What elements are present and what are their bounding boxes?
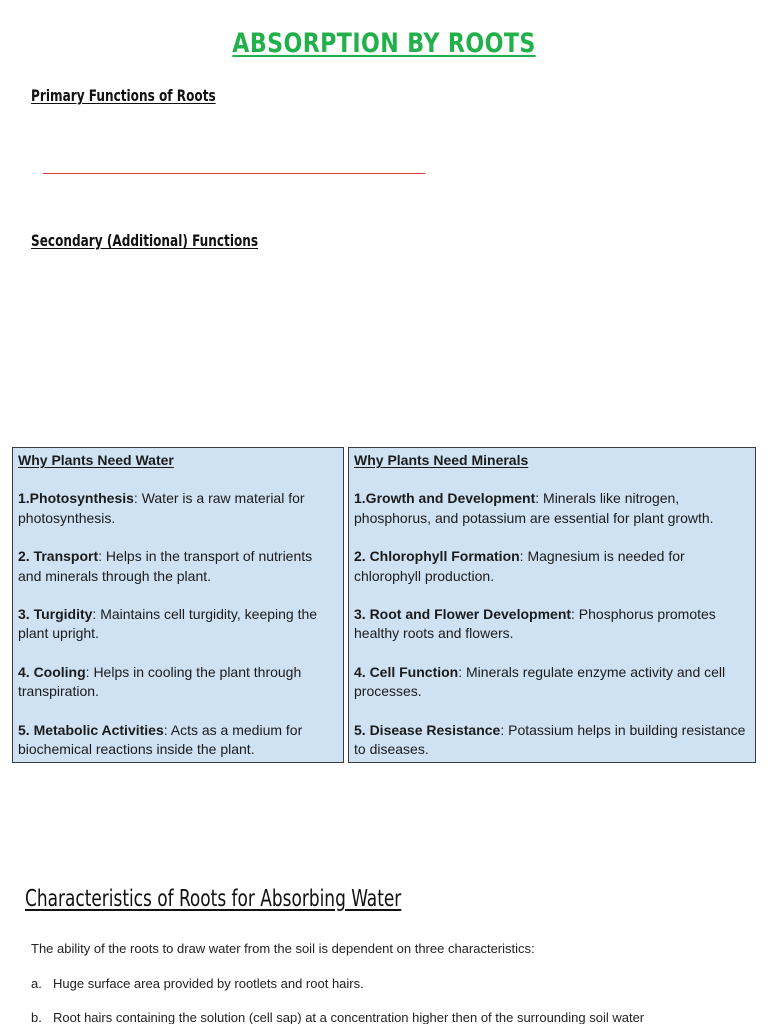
water-item (18, 547, 338, 586)
list-item (31, 976, 364, 991)
water-box-title: Why Plants Need Water (18, 452, 174, 468)
water-item-label: 4. Cooling (18, 663, 86, 680)
primary-functions-heading: Primary Functions of Roots (31, 86, 216, 105)
secondary-functions-heading: Secondary (Additional) Functions (31, 231, 259, 250)
water-needs-box (12, 447, 344, 763)
water-item (18, 489, 338, 528)
minerals-item (354, 489, 750, 528)
minerals-item-text: : Minerals regulate enzyme activity and cell processes. (354, 663, 726, 700)
minerals-item-text: : Potassium helps in building resistance to diseases. (354, 721, 746, 758)
list-item-text: Root hairs containing the solution (cell sap) at a concentration higher then of the surrounding soil water (53, 1010, 645, 1024)
list-marker: b. (31, 1010, 42, 1024)
minerals-item-label: 3. Root and Flower Development (354, 606, 572, 623)
water-item (18, 663, 338, 702)
minerals-item-label: 5. Disease Resistance (354, 721, 501, 738)
characteristics-intro: The ability of the roots to draw water from the soil is dependent on three characteristics: (31, 941, 535, 956)
water-item-label: 3. Turgidity (18, 606, 93, 623)
water-item-label: 5. Metabolic Activities (18, 721, 164, 738)
minerals-item (354, 605, 750, 644)
minerals-item-text: : Minerals like nitrogen, phosphorus, and potassium are essential for plant growth. (354, 490, 714, 526)
water-item-label: 1.Photosynthesis (18, 490, 134, 507)
water-item-text: : Water is a raw material for photosynthesis. (18, 490, 305, 526)
water-item-text: : Helps in the transport of nutrients and minerals through the plant. (18, 548, 313, 584)
water-item-text: : Maintains cell turgidity, keeping the plant upright. (18, 606, 318, 642)
minerals-item-label: 2. Chlorophyll Formation (354, 548, 520, 565)
water-item-text: : Helps in cooling the plant through transpiration. (18, 663, 302, 700)
minerals-item-label: 1.Growth and Development (354, 490, 536, 507)
minerals-needs-box (348, 447, 756, 763)
minerals-item (354, 547, 750, 586)
document-title: ABSORPTION BY ROOTS (232, 28, 536, 59)
list-item (31, 1010, 644, 1024)
minerals-item-label: 4. Cell Function (354, 663, 459, 680)
minerals-item (354, 663, 750, 702)
water-item-label: 2. Transport (18, 548, 99, 565)
minerals-box-title: Why Plants Need Minerals (354, 452, 529, 468)
list-item-text: Huge surface area provided by rootlets and root hairs. (53, 976, 364, 991)
list-marker: a. (31, 976, 42, 991)
minerals-item-text: : Magnesium is needed for chlorophyll production. (354, 548, 685, 584)
water-item (18, 605, 338, 644)
minerals-item (354, 721, 750, 760)
water-item (18, 721, 338, 760)
minerals-item-text: : Phosphorus promotes healthy roots and flowers. (354, 606, 716, 642)
characteristics-heading: Characteristics of Roots for Absorbing Water (25, 886, 402, 912)
red-divider-line (43, 173, 425, 174)
water-item-text: : Acts as a medium for biochemical reactions inside the plant. (18, 721, 303, 758)
